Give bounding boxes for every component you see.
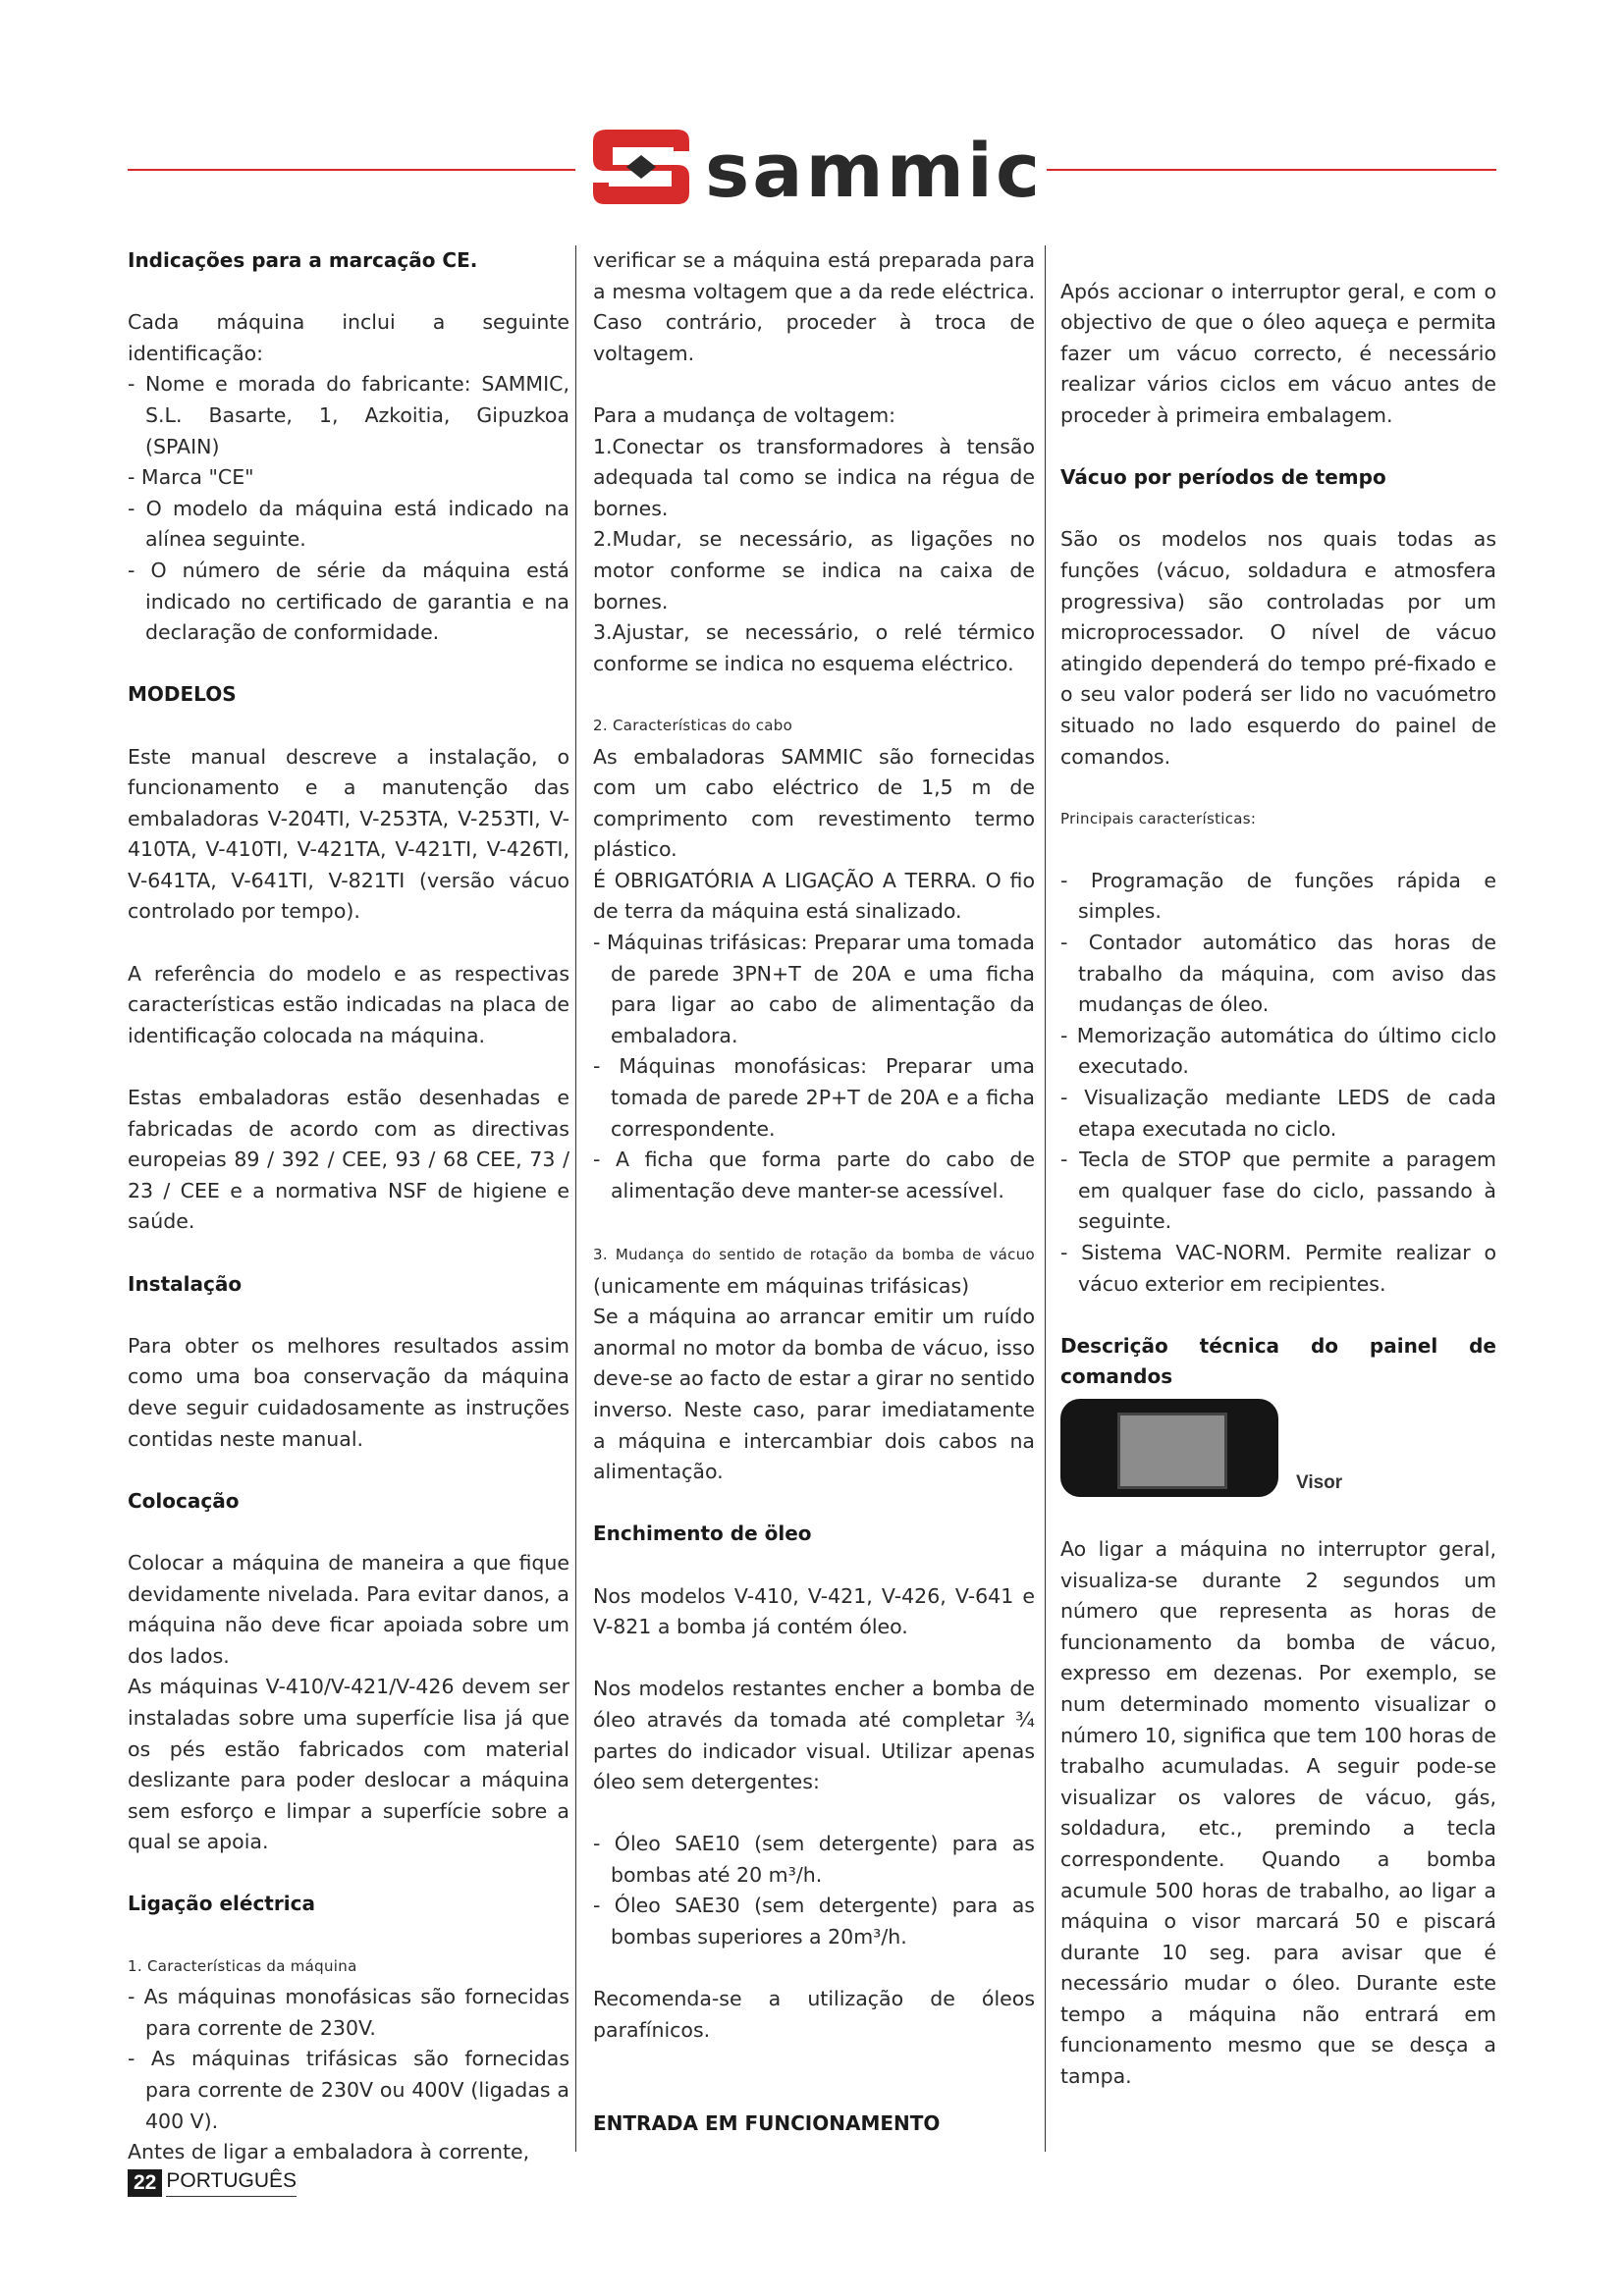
list-item: - O número de série da máquina está indicado no certificado de garantia e na declaração de conformidade. (128, 558, 569, 645)
visor-label: Visor (1296, 1471, 1343, 1493)
paragraph: Colocar a máquina de maneira a que fique devidamente nivelada. Para evitar danos, a máquina não deve ficar apoiada sobre um dos lados. (128, 1550, 569, 1668)
paragraph: verificar se a máquina está preparada para a mesma voltagem que a da rede eléctrica. Caso contrário, proceder à troca de voltagem. (593, 248, 1035, 365)
paragraph: Para a mudança de voltagem: (593, 402, 896, 427)
paragraph: Antes de ligar a embaladora à corrente, (128, 2140, 530, 2164)
list-item: - Tecla de STOP que permite a paragem em qualquer fase do ciclo, passando à seguinte. (1060, 1148, 1496, 1234)
list-item: - Sistema VAC-NORM. Permite realizar o vácuo exterior em recipientes. (1060, 1241, 1496, 1296)
list-item: - Memorização automática do último ciclo executado. (1060, 1023, 1496, 1079)
heading-models: MODELOS (128, 682, 237, 707)
subheading-machine-features: 1. Características da máquina (128, 1956, 357, 1975)
list-item: - Máquinas monofásicas: Preparar uma tomada de parede 2P+T de 20A e a ficha correspondente. (593, 1054, 1035, 1141)
visor-screen-area (1117, 1413, 1227, 1489)
paragraph: Nos modelos restantes encher a bomba de óleo através da tomada até completar ¾ partes do indicador visual. Utilizar apenas óleo sem detergentes: (593, 1677, 1035, 1794)
list-item: - Contador automático das horas de trabalho da máquina, com aviso das mudanças de óleo. (1060, 931, 1496, 1017)
paragraph: 3.Ajustar, se necessário, o relé térmico conforme se indica no esquema eléctrico. (593, 620, 1035, 675)
heading-control-panel: Descrição técnica do painel de comandos (1060, 1333, 1496, 1389)
page-number: 22 (128, 2169, 162, 2197)
list-item: - Óleo SAE10 (sem detergente) para as bombas até 20 m³/h. (593, 1832, 1035, 1887)
paragraph: As máquinas V-410/V-421/V-426 devem ser instaladas sobre uma superfície lisa já que os pés estão fabricados com material deslizante para poder deslocar a máquina sem esforço e limpar a superfície sobre a qual se apoia. (128, 1675, 569, 1854)
subheading-main-features: Principais características: (1060, 809, 1257, 828)
paragraph: 1.Conectar os transformadores à tensão adequada tal como se indica na régua de bornes. (593, 434, 1035, 520)
paragraph: Para obter os melhores resultados assim como uma boa conservação da máquina deve seguir cuidadosamente as instruções contidas neste manual. (128, 1333, 569, 1451)
list-item: - As máquinas trifásicas são fornecidas para corrente de 230V ou 400V (ligadas a 400 V). (128, 2047, 569, 2133)
paragraph: Estas embaladoras estão desenhadas e fabricadas de acordo com as directivas europeias 89 / 392 / CEE, 93 / 68 CEE, 73 / 23 / CEE e a normativa NSF de higiene e saúde. (128, 1086, 569, 1234)
page-language: PORTUGUÊS (166, 2169, 297, 2197)
subheading-cable-features: 2. Características do cabo (593, 716, 793, 734)
heading-start-up: ENTRADA EM FUNCIONAMENTO (593, 2110, 941, 2135)
brand-name: sammic (705, 127, 1044, 214)
list-item: - Marca "CE" (128, 465, 254, 490)
list-item: - Máquinas trifásicas: Preparar uma tomada de parede 3PN+T de 20A e uma ficha para ligar ao cabo de alimentação da embaladora. (593, 931, 1035, 1047)
paragraph: Ao ligar a máquina no interruptor geral, visualiza-se durante 2 segundos um número que representa as horas de funcionamento da bomba de vácuo, expresso em dezenas. Por exemplo, se num determinado momento visualizar o número 10, significa que tem 100 horas de trabalho acumuladas. A seguir pode-se visualizar os valores de vácuo, gás, soldadura, etc., premindo a tecla correspondente. Quando a bomba acumule 500 horas de trabalho, ao ligar a máquina o visor marcará 50 e piscará durante 10 seg. para avisar que é necessário mudar o óleo. Durante este tempo a máquina não entrará em funcionamento mesmo que se desça a tampa. (1060, 1536, 1496, 2089)
column-divider-1 (575, 245, 576, 2152)
heading-time-vacuum: Vácuo por períodos de tempo (1060, 465, 1386, 490)
column-divider-2 (1045, 245, 1046, 2152)
heading-placement: Colocação (128, 1488, 240, 1513)
subheading-rotation-direction (593, 1238, 1035, 1302)
paragraph: Este manual descreve a instalação, o funcionamento e a manutenção das embaladoras V-204TI, V-253TA, V-253TI, V-410TA, V-410TI, V-421TA, V-421TI, V-426TI, V-641TA, V-641TI, V-821TI (versão vácuo controlado por tempo). (128, 744, 569, 924)
paragraph: Após accionar o interruptor geral, e com o objectivo de que o óleo aqueça e permita fazer um vácuo correcto, é necessário realizar vários ciclos em vácuo antes de proceder à primeira embalagem. (1060, 279, 1496, 427)
paragraph: Recomenda-se a utilização de óleos parafínicos. (593, 1987, 1035, 2042)
sammic-logo-icon (587, 126, 695, 208)
sammic-logo (587, 126, 1044, 214)
list-item: - Programação de funções rápida e simples. (1060, 868, 1496, 924)
paragraph: Nos modelos V-410, V-421, V-426, V-641 e V-821 a bomba já contém óleo. (593, 1583, 1035, 1639)
page-footer (128, 2169, 297, 2205)
paragraph: São os modelos nos quais todas as funções (vácuo, soldadura e atmosfera progressiva) são controladas por um microprocessador. O nível de vácuo atingido dependerá do tempo pré-fixado e o seu valor poderá ser lido no vacuómetro situado no lado esquerdo do painel de comandos. (1060, 527, 1496, 769)
header-rule-right (1047, 169, 1496, 171)
heading-installation: Instalação (128, 1271, 243, 1296)
heading-electrical-connection: Ligação eléctrica (128, 1892, 315, 1916)
paragraph: É OBRIGATÓRIA A LIGAÇÃO A TERRA. O fio de terra da máquina está sinalizado. (593, 868, 1035, 924)
visor-display-icon (1060, 1399, 1278, 1497)
paragraph: 2.Mudar, se necessário, as ligações no motor conforme se indica na caixa de bornes. (593, 527, 1035, 614)
visor-figure (1060, 1399, 1496, 1522)
paragraph: As embaladoras SAMMIC são fornecidas com um cabo eléctrico de 1,5 m de comprimento com revestimento termo plástico. (593, 744, 1035, 862)
list-item: - Nome e morada do fabricante: SAMMIC, S.L. Basarte, 1, Azkoitia, Gipuzkoa (SPAIN) (128, 372, 569, 458)
subheading-rotation-label: 3. Mudança do sentido de rotação da bomba de vácuo (593, 1246, 1035, 1263)
heading-ce-marking: Indicações para a marcação CE. (128, 248, 478, 272)
column-2 (593, 245, 1035, 2139)
subheading-rotation-note: (unicamente em máquinas trifásicas) (593, 1273, 970, 1298)
list-item: - Óleo SAE30 (sem detergente) para as bombas superiores a 20m³/h. (593, 1894, 1035, 1949)
column-1 (128, 245, 569, 2168)
column-3 (1060, 245, 1496, 2093)
list-item: - O modelo da máquina está indicado na alínea seguinte. (128, 496, 569, 552)
heading-oil-filling: Enchimento de öleo (593, 1522, 812, 1546)
paragraph: A referência do modelo e as respectivas características estão indicadas na placa de identificação colocada na máquina. (128, 961, 569, 1047)
list-item: - As máquinas monofásicas são fornecidas para corrente de 230V. (128, 1985, 569, 2040)
list-item: - A ficha que forma parte do cabo de alimentação deve manter-se acessível. (593, 1148, 1035, 1202)
paragraph: Se a máquina ao arrancar emitir um ruído anormal no motor da bomba de vácuo, isso deve-se ao facto de estar a girar no sentido inverso. Neste caso, parar imediatamente a máquina e intercambiar dois cabos na alimentação. (593, 1305, 1035, 1484)
header-rule-left (128, 169, 575, 171)
list-item: - Visualização mediante LEDS de cada etapa executada no ciclo. (1060, 1086, 1496, 1141)
paragraph: Cada máquina inclui a seguinte identificação: (128, 310, 569, 365)
